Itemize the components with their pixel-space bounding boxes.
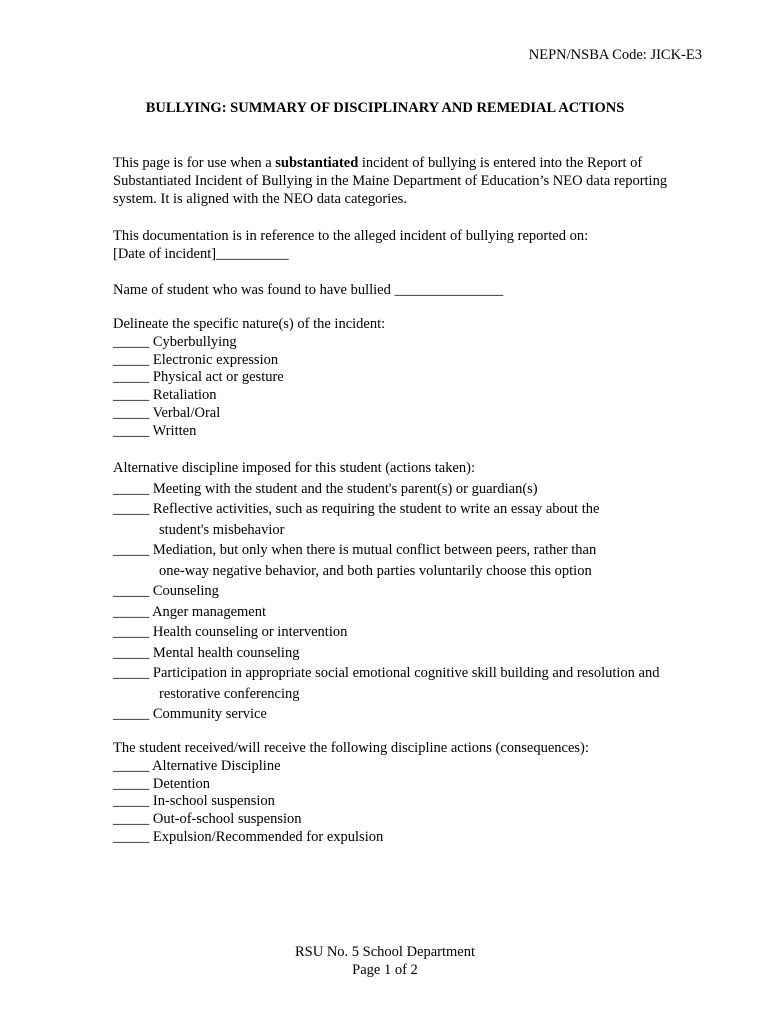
document-title: BULLYING: SUMMARY OF DISCIPLINARY AND REMEDIAL ACTIONS (145, 100, 625, 116)
nature-item: _____ Written (113, 422, 197, 439)
alternative-item-continuation: restorative conferencing (159, 685, 300, 702)
alternative-item: _____ Meeting with the student and the student's parent(s) or guardian(s) (113, 480, 538, 497)
intro-paragraph (113, 154, 713, 208)
consequence-item: _____ Expulsion/Recommended for expulsion (113, 828, 384, 845)
alternative-item: _____ Reflective activities, such as requiring the student to write an essay about the (113, 501, 600, 517)
nature-item: _____ Physical act or gesture (113, 369, 284, 386)
nature-item: _____ Electronic expression (113, 351, 279, 368)
consequences-heading: The student received/will receive the following discipline actions (consequences): (113, 740, 589, 756)
alternative-item: _____ Health counseling or intervention (113, 624, 348, 640)
consequence-item: _____ Detention (113, 775, 211, 792)
alternative-item: _____ Counseling (113, 583, 219, 599)
alternative-item-continuation: one-way negative behavior, and both parties voluntarily choose this option (159, 562, 592, 579)
nature-item: _____ Verbal/Oral (113, 404, 221, 421)
intro-line-2: Substantiated Incident of Bullying in the Maine Department of Education’s NEO data reporting (113, 173, 668, 189)
alternative-item: _____ Mediation, but only when there is mutual conflict between peers, rather than (113, 542, 597, 558)
footer-department: RSU No. 5 School Department (294, 944, 476, 960)
consequence-item: _____ Out-of-school suspension (113, 811, 302, 828)
consequence-item: _____ Alternative Discipline (113, 757, 281, 774)
page-number: Page 1 of 2 (352, 962, 418, 978)
document-code: NEPN/NSBA Code: JICK-E3 (528, 47, 702, 63)
alternative-heading: Alternative discipline imposed for this student (actions taken): (113, 460, 476, 476)
alternative-item: _____ Mental health counseling (113, 644, 300, 661)
student-name-field: Name of student who was found to have bullied _______________ (113, 282, 504, 298)
nature-heading: Delineate the specific nature(s) of the incident: (113, 316, 386, 332)
date-of-incident-field: [Date of incident]__________ (113, 246, 289, 262)
reference-paragraph (113, 227, 713, 263)
page-footer (0, 943, 770, 979)
alternative-discipline-section (113, 458, 713, 725)
nature-item: _____ Cyberbullying (113, 333, 237, 350)
alternative-item: _____ Participation in appropriate social emotional cognitive skill building and resolution and (113, 665, 660, 681)
nature-item: _____ Retaliation (113, 387, 217, 404)
reference-line-1: This documentation is in reference to the alleged incident of bullying reported on: (113, 228, 589, 244)
intro-bold-word: substantiated (275, 155, 359, 171)
intro-line-1 (113, 154, 713, 172)
consequence-item: _____ In-school suspension (113, 793, 275, 810)
intro-line-3: system. It is aligned with the NEO data categories. (113, 191, 407, 207)
intro-text: incident of bullying is entered into the Report of (358, 155, 643, 171)
consequences-section (113, 740, 713, 847)
alternative-item: _____ Community service (113, 706, 267, 722)
alternative-item: _____ Anger management (113, 603, 267, 620)
alternative-item-continuation: student's misbehavior (159, 521, 285, 538)
nature-section (113, 316, 713, 441)
intro-text: This page is for use when a (113, 155, 276, 171)
